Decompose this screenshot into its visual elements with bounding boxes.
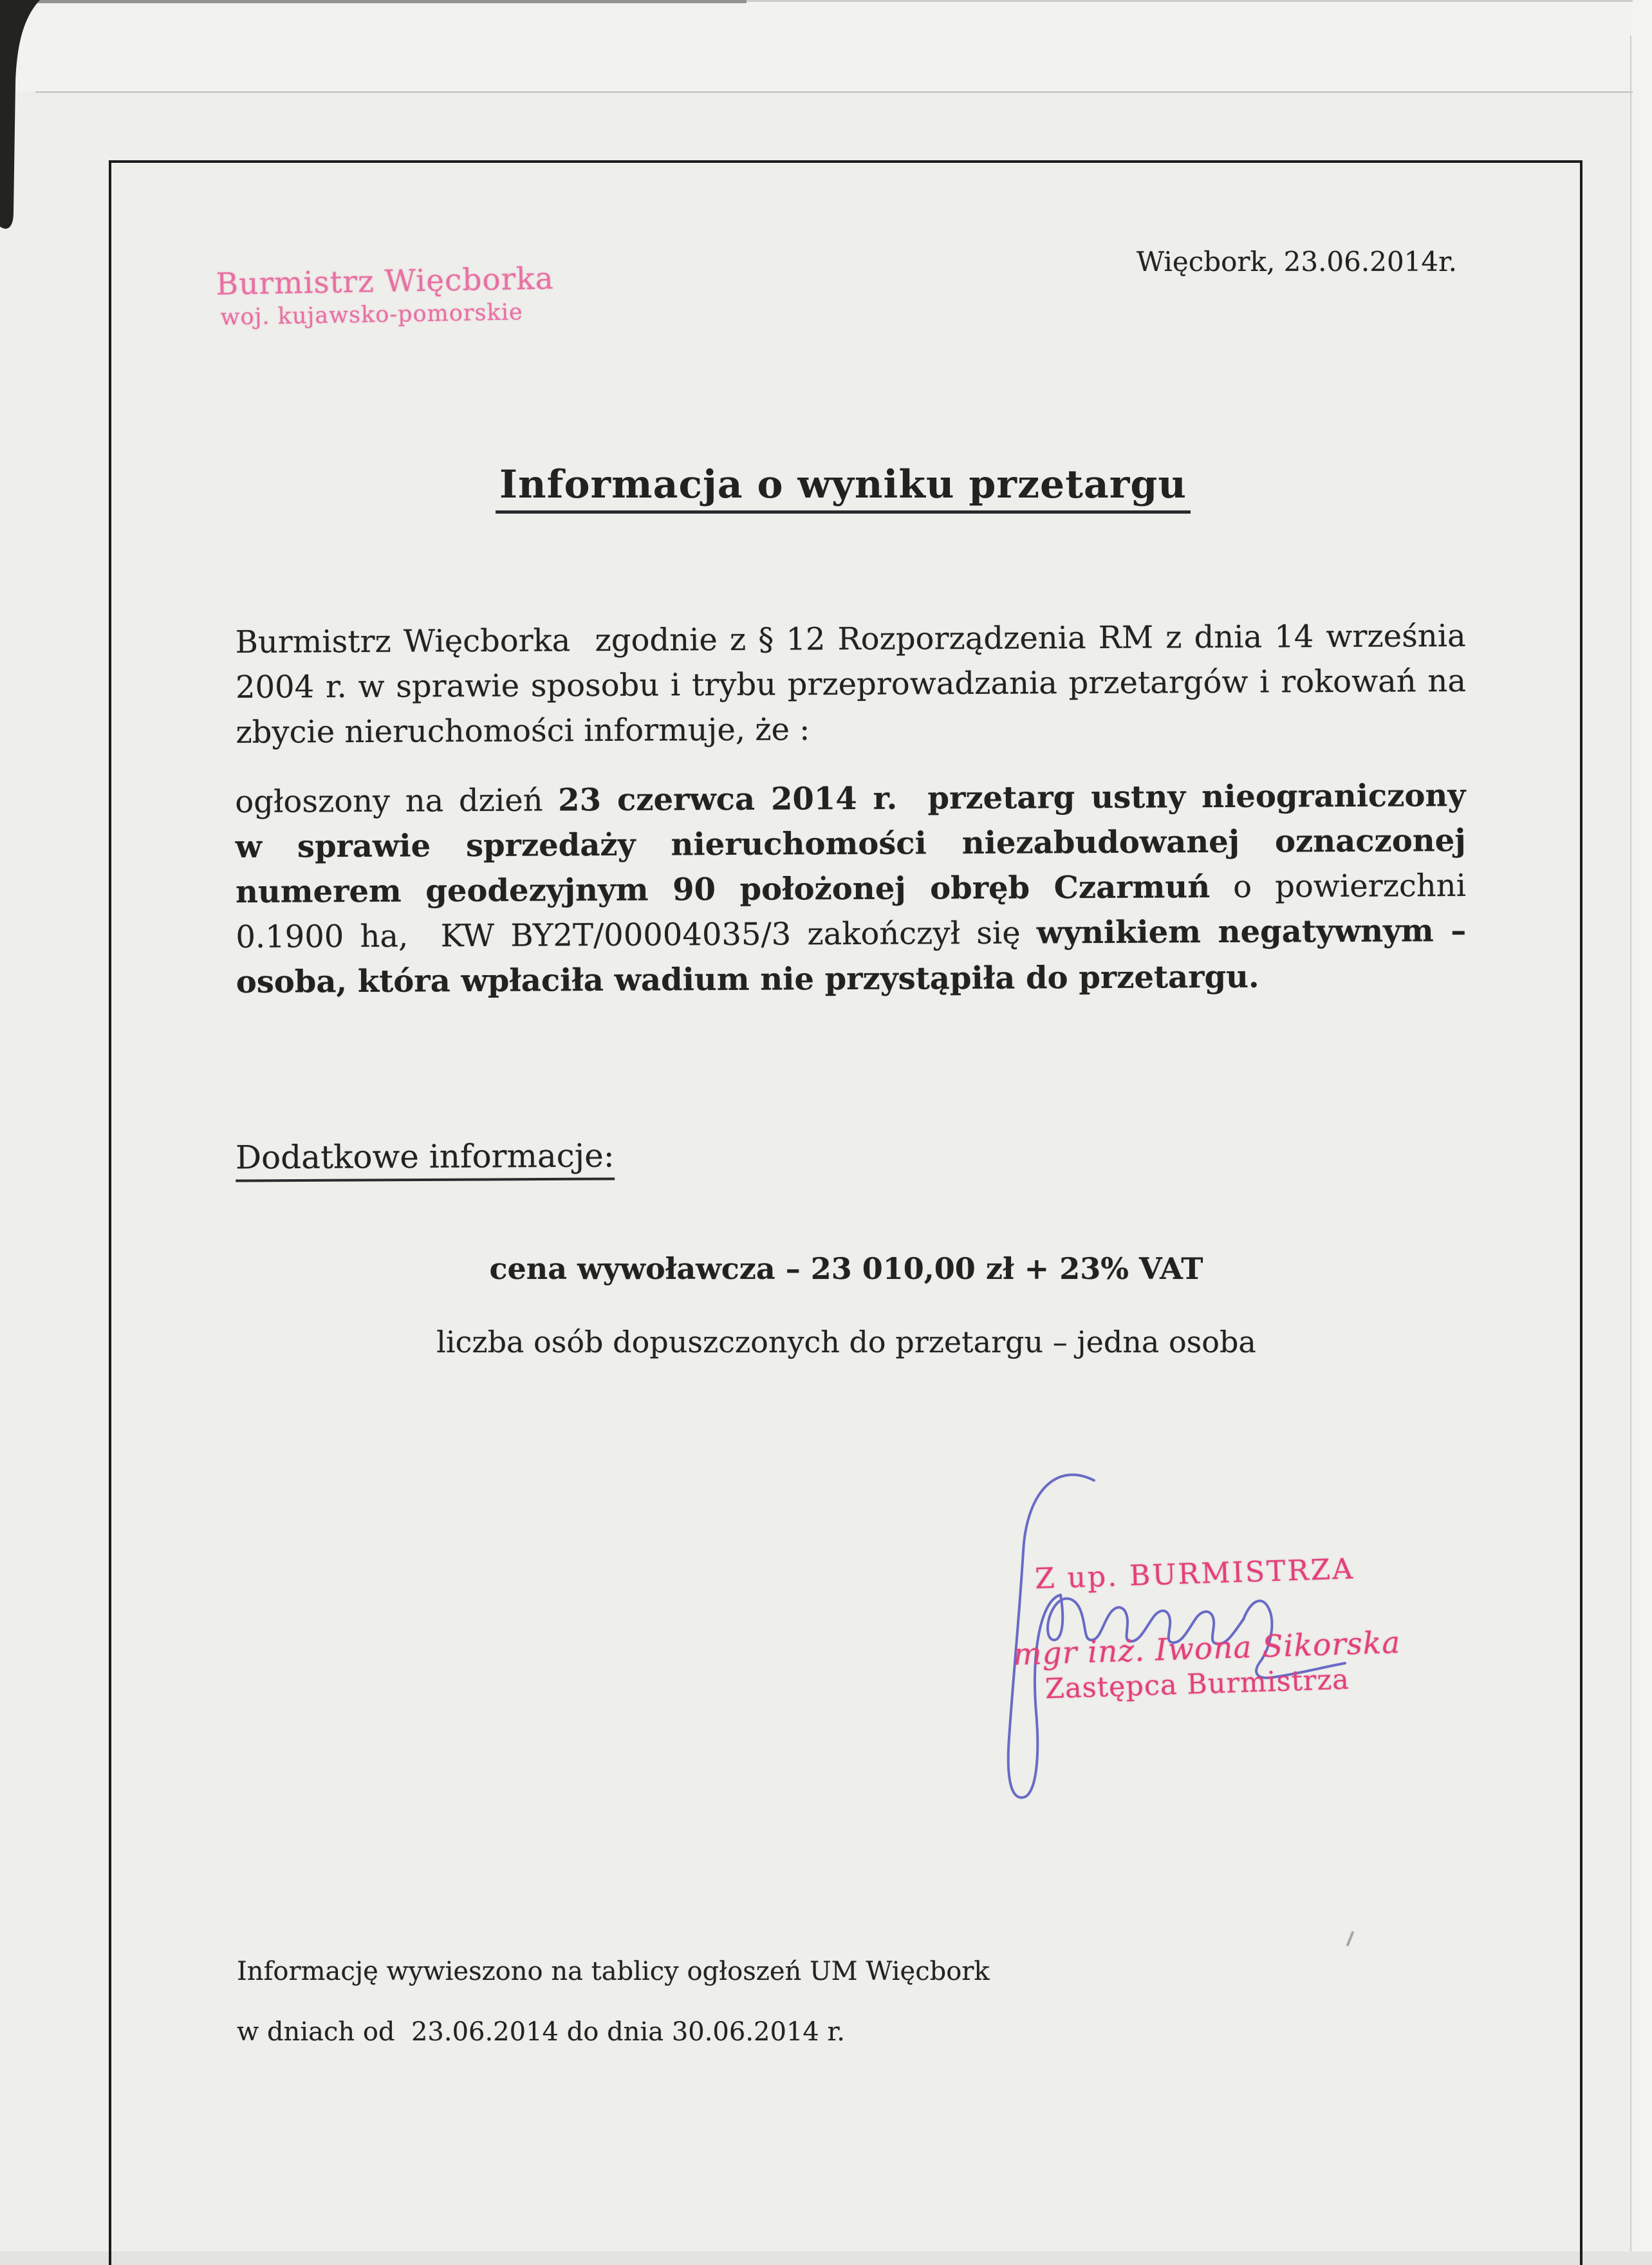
text-line [235,818,1465,870]
scanner-corner-artifact [0,0,77,257]
paper-right-margin [1633,0,1652,2265]
text-line [236,704,1466,755]
sender-stamp-region: woj. kujawsko-pomorskie [220,299,524,331]
sender-ink-stamp [216,261,555,330]
text-segment: 2004 r. w sprawie sposobu i trybu przeprowadzania przetargów i rokowań na [235,662,1467,706]
text-line [236,953,1467,1005]
bold-text-segment: 23 czerwca 2014 r. [558,780,898,819]
bold-text-segment: w sprawie sprzedaży nieruchomości niezabudowanej oznaczonej [235,822,1466,866]
additional-info-heading [236,1137,615,1176]
posting-note-line2: w dniach od 23.06.2014 do dnia 30.06.2014 r. [237,2017,845,2047]
text-segment: 0.1900 ha, KW BY2T/00004035/3 zakończył się [236,915,1037,956]
legal-basis-paragraph [235,613,1466,755]
text-line [236,658,1466,710]
text-segment: o powierzchni [1209,867,1467,906]
text-line [235,613,1465,665]
bold-text-segment: numerem geodezyjnym 90 położonej obręb Czarmuń [235,869,1211,911]
auction-result-paragraph [235,773,1467,1005]
paper-edge-line [1630,35,1631,2265]
text-line [235,773,1465,825]
bold-text-segment: osoba, która wpłaciła wadium nie przystąpiła do przetargu. [236,958,1259,1001]
bold-text-segment: wynikiem negatywnym – [1036,912,1467,951]
document-title: Informacja o wyniku przetargu [496,465,1191,514]
text-segment: ogłoszony na dzień [235,782,559,821]
additional-info-heading-text: Dodatkowe informacje: [236,1137,615,1182]
signature-authorization-stamp: Z up. BURMISTRZA [1034,1552,1355,1596]
title-row [109,462,1577,514]
text-segment: Burmistrz Więcborka zgodnie z § 12 Rozporządzenia RM z dnia 14 września [235,617,1466,661]
signer-title-stamp: Zastępca Burmistrza [1044,1663,1350,1706]
bold-text-segment: przetarg ustny nieograniczony [927,777,1466,817]
signer-name-stamp: mgr inż. Iwona Sikorska [1012,1625,1402,1673]
starting-price-line: cena wywoławcza – 23 010,00 zł + 23% VAT [489,1251,1203,1286]
text-segment [897,780,927,816]
text-segment: zbycie nieruchomości informuje, że : [236,711,810,751]
scan-top-margin [0,0,1652,91]
posting-note-line1: Informację wywieszono na tablicy ogłoszeń UM Więcbork [237,1957,990,1986]
text-line [236,863,1466,915]
sender-stamp-name: Burmistrz Więcborka [216,261,555,303]
text-line [236,908,1466,960]
admitted-participants-line: liczba osób dopuszczonych do przetargu – jedna osoba [436,1325,1256,1359]
place-and-date: Więcbork, 23.06.2014r. [1137,246,1457,277]
paper-fold-line [35,91,1641,93]
scanner-edge-shadow-light [747,0,1652,2]
scanner-edge-shadow [0,0,747,3]
